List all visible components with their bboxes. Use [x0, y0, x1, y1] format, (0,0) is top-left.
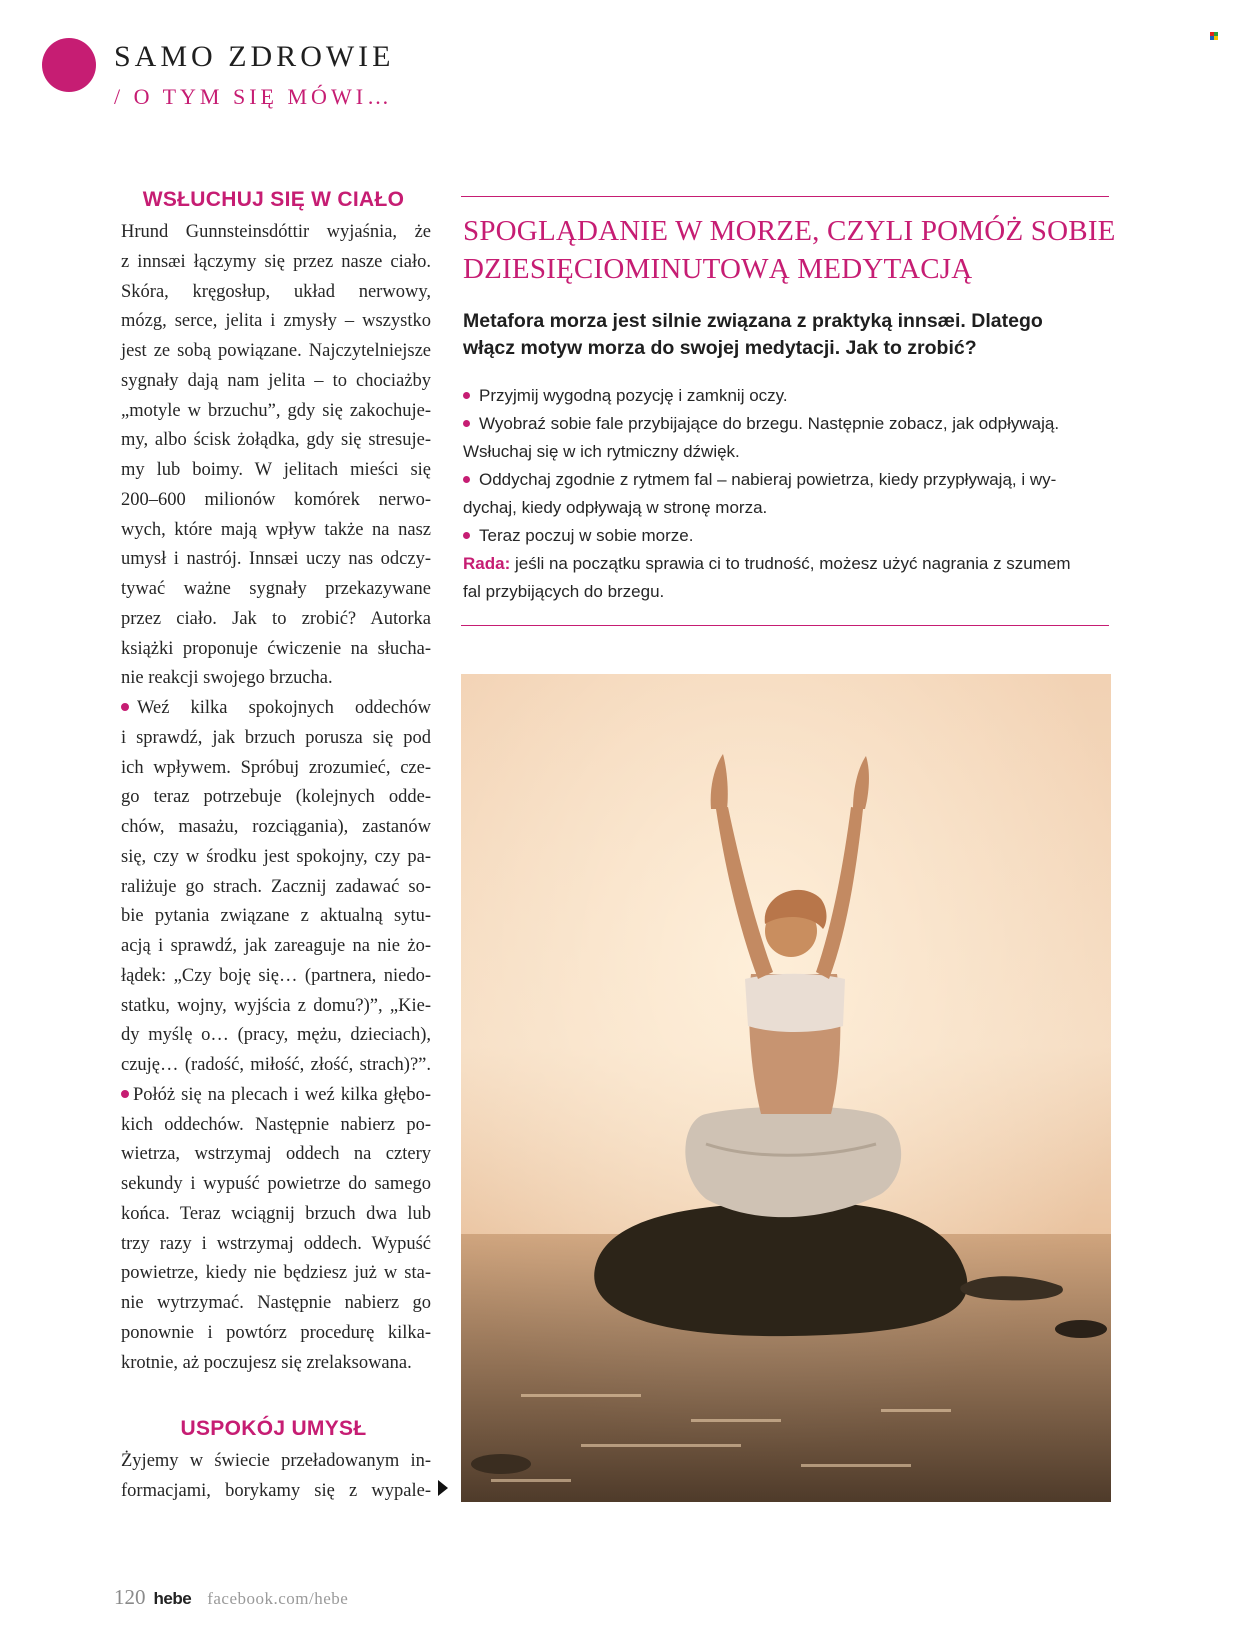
list-item-text: Oddychaj zgodnie z rytmem fal – nabieraj powietrza, kiedy przypływają, i wy-: [479, 470, 1057, 489]
box-title: [463, 212, 1116, 288]
list-item: [463, 382, 1113, 410]
continue-triangle-right-icon: [438, 1480, 448, 1496]
body-line: dy myślę o… (pracy, mężu, dzieciach),: [121, 1025, 431, 1046]
box-lead-line: Metafora morza jest silnie związana z praktyką innsæi. Dlatego: [463, 310, 1043, 332]
list-item-continued: dychaj, kiedy odpływają w stronę morza.: [463, 498, 768, 517]
tip-text: jeśli na początku sprawia ci to trudność, możesz użyć nagrania z szumem: [510, 554, 1071, 573]
body-line: umysł i nastrój. Innsæi uczy nas odczy-: [121, 549, 431, 570]
bullet-line: [121, 694, 431, 724]
box-lead: [463, 308, 1113, 362]
bullet-text: Weź kilka spokojnych oddechów: [137, 698, 431, 718]
body-line: przez ciało. Jak to zrobić? Autorka: [121, 608, 431, 629]
body-line: „motyle w brzuchu”, gdy się zakochuje-: [121, 400, 431, 421]
meditation-steps-list: [463, 382, 1113, 606]
body-line: krotnie, aż poczujesz się zrelaksowana.: [121, 1352, 412, 1373]
section-title: SAMO ZDROWIE: [114, 40, 395, 73]
body-line: sygnały dają nam jelita – to chociażby: [121, 370, 431, 391]
list-item-text: Przyjmij wygodną pozycję i zamknij oczy.: [479, 386, 788, 405]
corner-color-mark: [1210, 32, 1218, 40]
body-line: raliżuje go strach. Zacznij zadawać so-: [121, 876, 431, 897]
footer-url: facebook.com/hebe: [207, 1589, 349, 1608]
body-line: jest ze sobą powiązane. Najczytelniejsze: [121, 341, 431, 361]
body-line: trzy razy i wstrzymaj oddech. Wypuść: [121, 1233, 431, 1254]
body-line: chów, masażu, rozciągania), zastanów: [121, 817, 431, 837]
box-lead-line: włącz motyw morza do swojej medytacji. Jak to zrobić?: [463, 337, 977, 359]
body-line: wych, które mają wpływ także na nasz: [121, 519, 431, 540]
body-line: z innsæi łączymy się przez nasze ciało.: [121, 251, 431, 272]
body-line: mózg, serce, jelita i zmysły – wszystko: [121, 311, 431, 332]
list-item-continued: Wsłuchaj się w ich rytmiczny dźwięk.: [463, 442, 740, 461]
body-line: czuję… (radość, miłość, złość, strach)?”.: [121, 1055, 431, 1075]
left-column-tail: [121, 1447, 431, 1507]
left-column-body: [121, 218, 431, 1378]
box-bottom-rule: [461, 625, 1109, 626]
body-line: go teraz potrzebuje (kolejnych odde-: [121, 787, 431, 808]
body-line: 200–600 milionów komórek nerwo-: [121, 489, 431, 510]
footer-brand-logo: hebe: [153, 1589, 192, 1608]
body-line: Skóra, kręgosłup, układ nerwowy,: [121, 281, 431, 302]
body-line: łądek: „Czy boję się… (partnera, niedo-: [121, 965, 431, 986]
bullet-text: Połóż się na plecach i weź kilka głębo-: [133, 1084, 431, 1105]
meditation-photo: [461, 674, 1111, 1502]
tip-line-continued: fal przybijących do brzegu.: [463, 582, 665, 601]
body-line: my lub boimy. W jelitach mieści się: [121, 460, 431, 480]
heading-calm-mind: USPOKÓJ UMYSŁ: [180, 1417, 367, 1440]
body-line: i sprawdź, jak brzuch porusza się pod: [121, 727, 431, 748]
header-accent-dot: [42, 38, 96, 92]
body-line: statku, wojny, wyjścia z domu?)”, „Kie-: [121, 995, 431, 1016]
list-item-text: Wyobraź sobie fale przybijające do brzegu. Następnie zobacz, jak odpływają.: [479, 414, 1060, 433]
body-line: nie wytrzymać. Następnie nabierz go: [121, 1293, 431, 1313]
bullet-dot-icon: [463, 532, 470, 539]
body-line: bie pytania związane z aktualną sytu-: [121, 906, 431, 927]
bullet-dot-icon: [121, 1090, 129, 1098]
tip-line: [463, 550, 1113, 578]
list-item: [463, 410, 1113, 438]
body-line: wietrza, wstrzymaj oddech na cztery: [121, 1144, 431, 1165]
body-line: książki proponuje ćwiczenie na słucha-: [121, 638, 431, 659]
bullet-dot-icon: [463, 392, 470, 399]
body-line: powietrze, kiedy nie będziesz już w sta-: [121, 1263, 431, 1284]
body-line: się, czy w środku jest spokojny, czy pa-: [121, 846, 431, 867]
bullet-dot-icon: [463, 420, 470, 427]
tip-label: Rada:: [463, 554, 511, 573]
body-line: Żyjemy w świecie przeładowanym in-: [121, 1451, 431, 1471]
list-item: [463, 522, 1113, 550]
body-line: kich oddechów. Następnie nabierz po-: [121, 1114, 431, 1135]
body-line: ponownie i powtórz procedurę kilka-: [121, 1322, 431, 1343]
body-line: acją i sprawdź, jak zareaguje na nie żo-: [121, 936, 431, 956]
body-line: końca. Teraz wciągnij brzuch dwa lub: [121, 1203, 431, 1224]
body-line: my, albo ścisk żołądka, gdy się stresuje-: [121, 430, 431, 451]
bullet-dot-icon: [463, 476, 470, 483]
body-line: formacjami, borykamy się z wypale-: [121, 1480, 431, 1501]
section-subtitle: / O TYM SIĘ MÓWI…: [114, 84, 394, 109]
page-number: 120: [114, 1585, 146, 1609]
list-item: [463, 466, 1113, 494]
body-line: nie reakcji swojego brzucha.: [121, 668, 333, 689]
box-top-rule: [461, 196, 1109, 197]
box-title-line: DZIESIĘCIOMINUTOWĄ MEDYTACJĄ: [463, 253, 973, 285]
bullet-dot-icon: [121, 703, 129, 711]
body-line: sekundy i wypuść powietrze do samego: [121, 1174, 431, 1194]
body-line: ich wpływem. Spróbuj zrozumieć, cze-: [121, 757, 431, 778]
page-footer: [114, 1585, 348, 1610]
heading-listen-to-body: WSŁUCHUJ SIĘ W CIAŁO: [142, 188, 405, 211]
list-item-text: Teraz poczuj w sobie morze.: [479, 526, 694, 545]
body-line: Hrund Gunnsteinsdóttir wyjaśnia, że: [121, 222, 431, 242]
yoga-at-sea-illustration: [461, 674, 1111, 1502]
body-line: tywać ważne sygnały przekazywane: [121, 579, 431, 599]
bullet-line: [121, 1081, 431, 1111]
box-title-line: SPOGLĄDANIE W MORZE, CZYLI POMÓŻ SOBIE: [463, 215, 1116, 247]
